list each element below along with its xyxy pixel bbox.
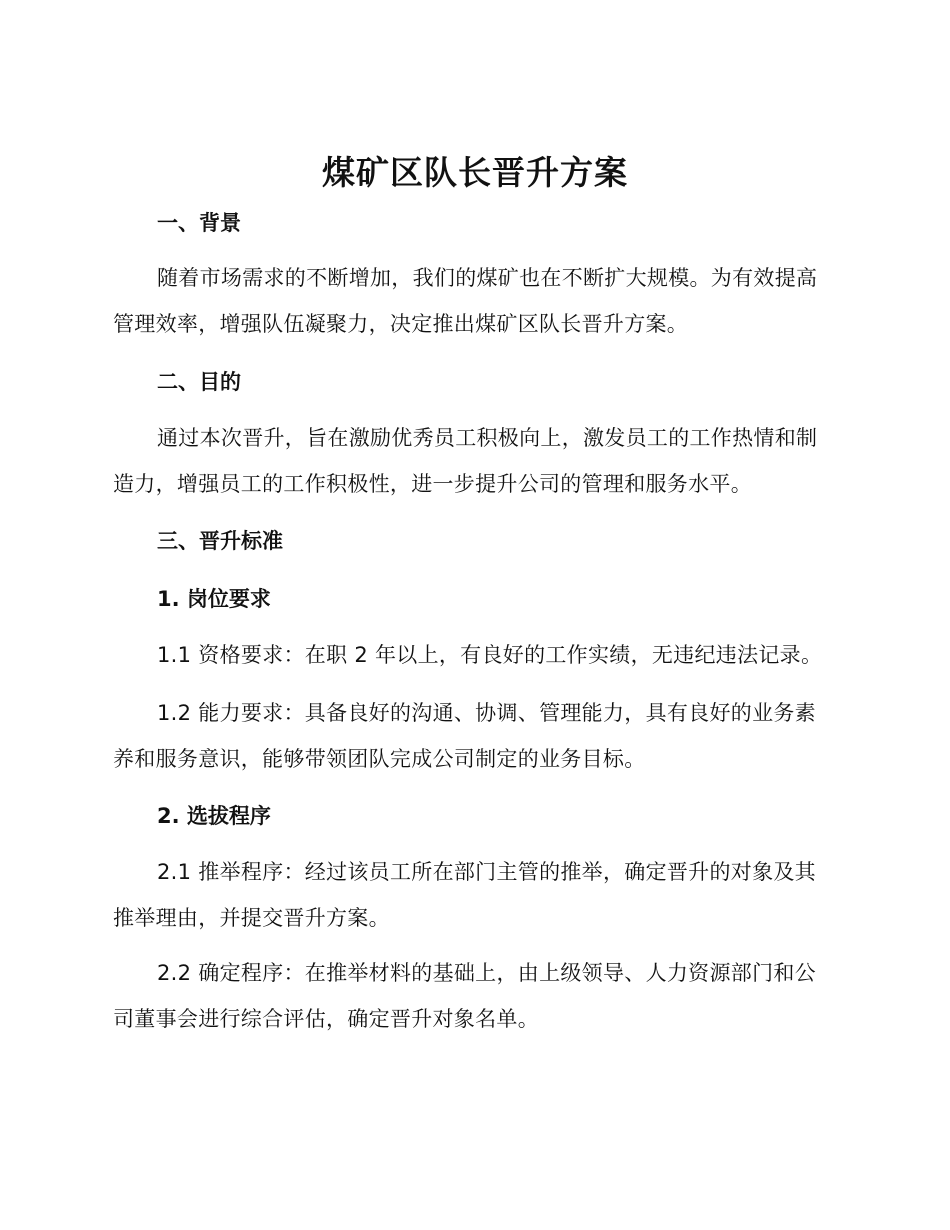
paragraph-background: 随着市场需求的不断增加，我们的煤矿也在不断扩大规模。为有效提高管理效率，增强队伍凝聚力，决定推出煤矿区队长晋升方案。 xyxy=(113,266,818,336)
section-heading-background: 一、背景 xyxy=(157,211,241,235)
section-heading-promotion-criteria: 三、晋升标准 xyxy=(157,529,283,553)
document-title: 煤矿区队长晋升方案 xyxy=(322,153,628,192)
paragraph-purpose: 通过本次晋升，旨在激励优秀员工积极向上，激发员工的工作热情和制造力，增强员工的工作积极性，进一步提升公司的管理和服务水平。 xyxy=(113,426,818,496)
item-ability-requirements: 1.2 能力要求：具备良好的沟通、协调、管理能力，具有良好的业务素养和服务意识，能够带领团队完成公司制定的业务目标。 xyxy=(113,701,816,771)
item-confirmation-procedure: 2.2 确定程序：在推举材料的基础上，由上级领导、人力资源部门和公司董事会进行综合评估，确定晋升对象名单。 xyxy=(113,961,816,1031)
section-heading-purpose: 二、目的 xyxy=(157,370,241,394)
subsection-heading-selection-procedure: 2. 选拔程序 xyxy=(157,804,271,828)
item-nomination-procedure: 2.1 推举程序：经过该员工所在部门主管的推举，确定晋升的对象及其推举理由，并提交晋升方案。 xyxy=(113,860,816,930)
subsection-heading-position-requirements: 1. 岗位要求 xyxy=(157,587,271,611)
item-qualification-requirements: 1.1 资格要求：在职 2 年以上，有良好的工作实绩，无违纪违法记录。 xyxy=(157,643,823,667)
